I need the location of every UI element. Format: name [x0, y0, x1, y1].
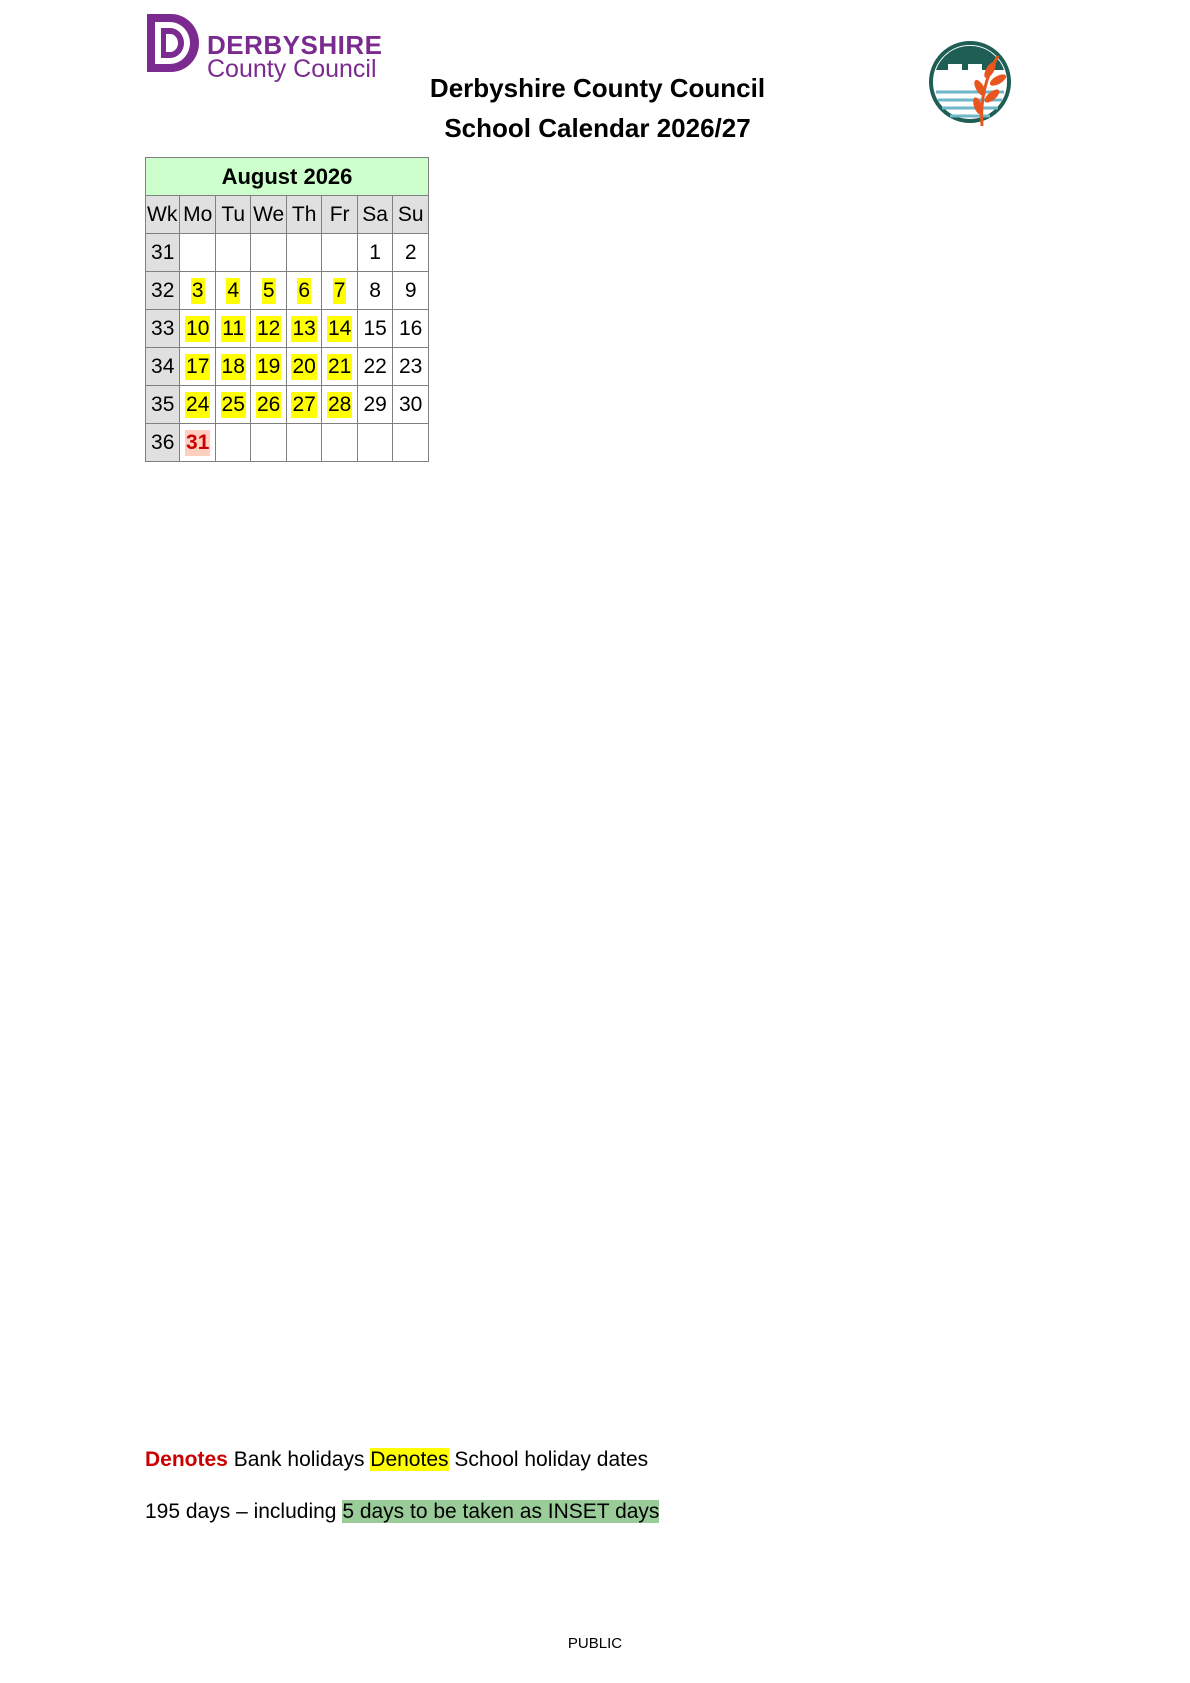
day-number: 20	[292, 354, 316, 378]
day-cell	[180, 386, 215, 424]
day-number: 19	[257, 354, 281, 378]
day-cell	[286, 348, 321, 386]
day-cell	[357, 310, 392, 348]
week-row	[146, 272, 429, 310]
day-cell	[180, 348, 215, 386]
weekday-header: Fr	[322, 196, 357, 234]
days-note-prefix: 195 days – including	[145, 1500, 343, 1523]
empty-cell	[251, 424, 286, 462]
day-cell	[215, 272, 250, 310]
day-cell	[393, 234, 429, 272]
logo-line1: DERBYSHIRE	[207, 30, 383, 60]
empty-cell	[357, 424, 392, 462]
logo-d-icon	[145, 12, 205, 74]
day-cell	[215, 348, 250, 386]
day-number: 15	[363, 316, 387, 340]
week-row	[146, 310, 429, 348]
month-calendar	[145, 157, 429, 462]
day-number: 18	[221, 354, 245, 378]
day-cell	[357, 386, 392, 424]
empty-cell	[215, 424, 250, 462]
day-number: 2	[404, 240, 417, 264]
day-cell	[251, 348, 286, 386]
day-cell	[286, 272, 321, 310]
day-cell	[251, 310, 286, 348]
day-number: 13	[292, 316, 316, 340]
weekday-header: Th	[286, 196, 321, 234]
week-row	[146, 386, 429, 424]
week-number: 35	[146, 386, 180, 424]
week-row	[146, 234, 429, 272]
weekday-header: Sa	[357, 196, 392, 234]
bank-holiday-legend-key: Denotes	[145, 1448, 228, 1471]
footer-classification: PUBLIC	[567, 1635, 623, 1652]
empty-cell	[180, 234, 215, 272]
day-cell	[357, 234, 392, 272]
day-number: 30	[399, 392, 423, 416]
empty-cell	[322, 234, 357, 272]
day-number: 7	[333, 278, 346, 302]
day-cell	[251, 386, 286, 424]
day-number: 1	[369, 240, 381, 264]
day-number: 21	[327, 354, 352, 378]
empty-cell	[393, 424, 429, 462]
days-note	[145, 1500, 659, 1524]
bank-holiday-legend-text: Bank holidays	[227, 1448, 371, 1471]
month-title: August 2026	[146, 158, 429, 196]
day-number: 24	[186, 392, 210, 416]
title-line2: School Calendar 2026/27	[444, 113, 751, 143]
day-cell	[286, 386, 321, 424]
week-number: 32	[146, 272, 180, 310]
day-cell	[180, 272, 215, 310]
weekday-header: We	[251, 196, 286, 234]
day-cell	[215, 310, 250, 348]
day-number: 25	[221, 392, 245, 416]
week-row	[146, 424, 429, 462]
weekday-header: Su	[393, 196, 429, 234]
empty-cell	[215, 234, 250, 272]
day-cell	[215, 386, 250, 424]
week-number: 34	[146, 348, 180, 386]
page-title	[345, 68, 850, 148]
week-row	[146, 348, 429, 386]
day-number: 12	[257, 316, 281, 340]
day-number: 22	[363, 354, 387, 378]
day-number: 17	[186, 354, 210, 378]
weekday-header: Mo	[180, 196, 215, 234]
day-number: 10	[186, 316, 210, 340]
day-cell	[322, 272, 357, 310]
day-cell	[286, 310, 321, 348]
week-number: 36	[146, 424, 180, 462]
day-cell	[180, 424, 215, 462]
day-number: 28	[327, 392, 352, 416]
week-number: 31	[146, 234, 180, 272]
day-cell	[393, 272, 429, 310]
day-cell	[357, 348, 392, 386]
empty-cell	[322, 424, 357, 462]
day-number: 9	[404, 278, 417, 302]
emblem-icon	[928, 40, 1012, 128]
day-number: 3	[191, 278, 204, 302]
day-number: 14	[327, 316, 352, 340]
day-cell	[393, 310, 429, 348]
day-number: 27	[292, 392, 316, 416]
day-cell	[180, 310, 215, 348]
day-number: 26	[257, 392, 281, 416]
day-cell	[251, 272, 286, 310]
week-number: 33	[146, 310, 180, 348]
legend	[145, 1448, 648, 1472]
day-cell	[357, 272, 392, 310]
empty-cell	[286, 234, 321, 272]
day-number: 29	[363, 392, 387, 416]
school-holiday-legend-key: Denotes	[370, 1448, 449, 1471]
day-cell	[393, 386, 429, 424]
day-cell	[322, 348, 357, 386]
inset-days-note: 5 days to be taken as INSET days	[342, 1500, 660, 1523]
day-number: 31	[186, 430, 210, 454]
title-line1: Derbyshire County Council	[429, 73, 766, 103]
empty-cell	[251, 234, 286, 272]
weekday-header: Tu	[215, 196, 250, 234]
day-number: 4	[227, 278, 240, 302]
day-cell	[322, 310, 357, 348]
day-number: 11	[222, 316, 245, 340]
weekday-header: Wk	[146, 196, 180, 234]
logo-line2: County Council	[207, 55, 377, 83]
day-number: 5	[262, 278, 275, 302]
day-cell	[322, 386, 357, 424]
day-number: 6	[298, 278, 310, 302]
day-number: 8	[369, 278, 381, 302]
day-number: 23	[399, 354, 423, 378]
empty-cell	[286, 424, 321, 462]
day-cell	[393, 348, 429, 386]
school-holiday-legend-text: School holiday dates	[448, 1448, 649, 1471]
day-number: 16	[399, 316, 423, 340]
